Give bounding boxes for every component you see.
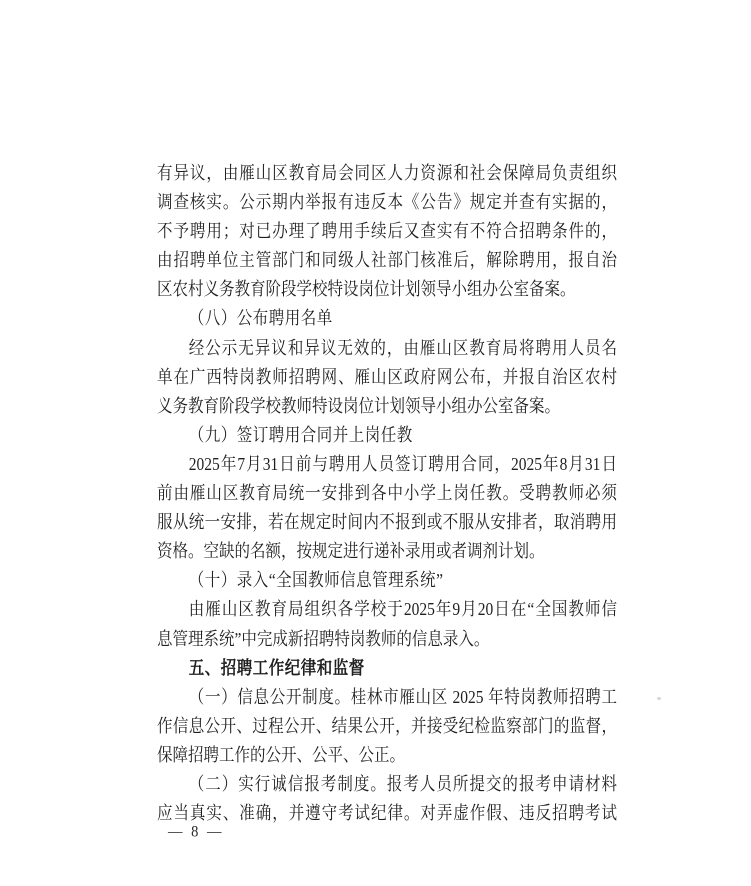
text-line: 义务教育阶段学校教师特设岗位计划领导小组办公室备案。 bbox=[157, 396, 561, 417]
text-line: 应当真实、准确，并遵守考试纪律。对弄虚作假、违反招聘考试 bbox=[157, 803, 617, 824]
text-line: 作信息公开、过程公开、结果公开，并接受纪检监察部门的监督， bbox=[157, 716, 617, 737]
page-number: — 8 — bbox=[168, 823, 224, 841]
text-line: 保障招聘工作的公开、公平、公正。 bbox=[157, 745, 406, 766]
document-body bbox=[157, 159, 617, 828]
text-line: 不予聘用；对已办理了聘用手续后又查实有不符合招聘条件的， bbox=[157, 221, 617, 242]
text-line: 经公示无异议和异议无效的，由雁山区教育局将聘用人员名 bbox=[188, 338, 617, 359]
scan-speck bbox=[657, 697, 661, 700]
section-heading-line: （八）公布聘用名单 bbox=[188, 308, 333, 329]
text-line: 由雁山区教育局组织各学校于2025年9月20日在“全国教师信 bbox=[188, 599, 617, 620]
text-line: 区农村义务教育阶段学校特设岗位计划领导小组办公室备案。 bbox=[157, 279, 576, 300]
text-line: （二）实行诚信报考制度。报考人员所提交的报考申请材料 bbox=[188, 774, 617, 795]
section-heading-line: （九）签订聘用合同并上岗任教 bbox=[188, 425, 413, 446]
text-line: 调查核实。公示期内举报有违反本《公告》规定并查有实据的， bbox=[157, 192, 617, 213]
text-line: 有异议，由雁山区教育局会同区人力资源和社会保障局负责组织 bbox=[157, 163, 617, 184]
text-line: 服从统一安排，若在规定时间内不报到或不服从安排者，取消聘用 bbox=[157, 512, 617, 533]
text-line: 单在广西特岗教师招聘网、雁山区政府网公布，并报自治区农村 bbox=[157, 367, 617, 388]
text-line: 2025年7月31日前与聘用人员签订聘用合同，2025年8月31日 bbox=[188, 454, 617, 475]
text-line: 前由雁山区教育局统一安排到各中小学上岗任教。受聘教师必须 bbox=[157, 483, 617, 504]
section-heading-bold-line: 五、招聘工作纪律和监督 bbox=[188, 658, 365, 679]
text-line: 由招聘单位主管部门和同级人社部门核准后，解除聘用，报自治 bbox=[157, 250, 617, 271]
text-line: （一）信息公开制度。桂林市雁山区 2025 年特岗教师招聘工 bbox=[188, 687, 617, 708]
section-heading-line: （十）录入“全国教师信息管理系统” bbox=[188, 570, 444, 591]
text-line: 资格。空缺的名额，按规定进行递补录用或者调剂计划。 bbox=[157, 541, 545, 562]
text-line: 息管理系统”中完成新招聘特岗教师的信息录入。 bbox=[157, 628, 490, 650]
